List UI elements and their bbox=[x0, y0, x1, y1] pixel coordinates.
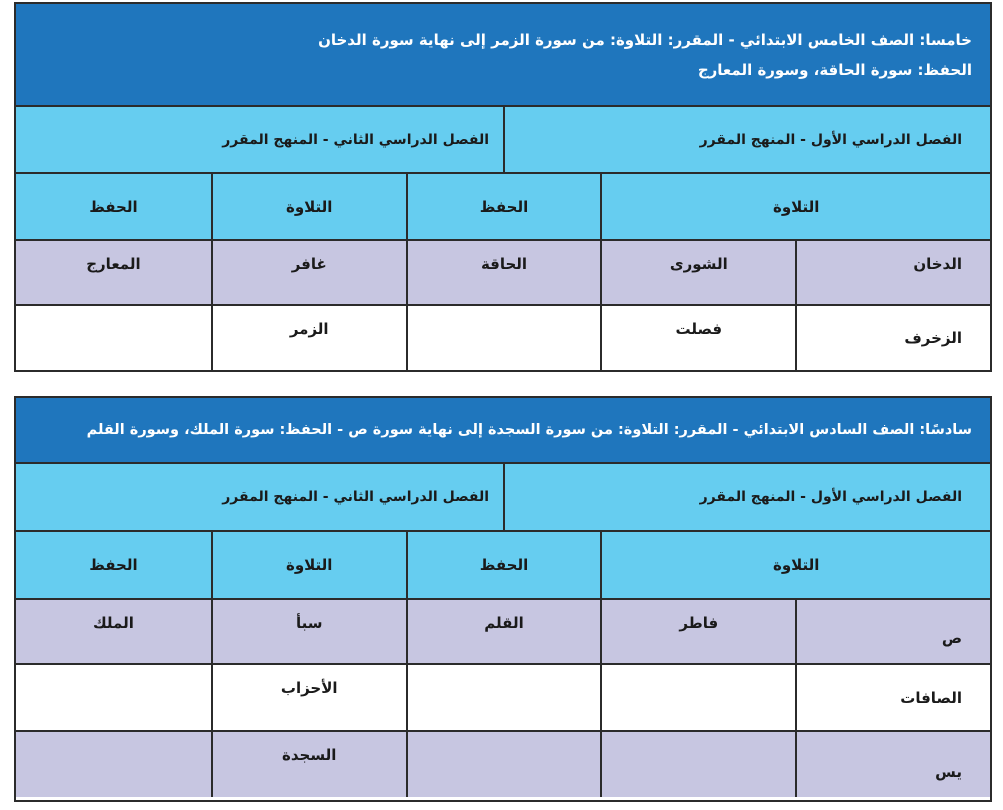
surah-cell bbox=[600, 732, 795, 797]
surah-cell: الزمر bbox=[211, 306, 406, 370]
grade5-title-line2: الحفظ: سورة الحاقة، وسورة المعارج bbox=[697, 60, 972, 79]
surah-cell: المعارج bbox=[86, 255, 141, 273]
surah-cell: القلم bbox=[406, 600, 601, 663]
table-row bbox=[16, 665, 990, 732]
surah-cell: الملك bbox=[92, 614, 134, 632]
grade6-category-row bbox=[16, 532, 990, 600]
surah-cell: الشورى bbox=[600, 241, 795, 304]
surah-cell bbox=[406, 306, 601, 370]
grade5-category-row bbox=[16, 174, 990, 241]
grade6-tilawa-header-2: التلاوة bbox=[211, 532, 406, 598]
grade5-tilawa-header-1: التلاوة bbox=[600, 174, 990, 239]
grade5-hifz-header-1: الحفظ bbox=[406, 174, 601, 239]
surah-cell: الزخرف bbox=[795, 306, 990, 370]
grade6-tilawa-header-1: التلاوة bbox=[600, 532, 990, 598]
grade6-semester2-header: الفصل الدراسي الثاني - المنهج المقرر bbox=[222, 489, 489, 505]
grade6-hifz-header-2: الحفظ bbox=[89, 556, 138, 574]
grade6-title-line: سادسًا: الصف السادس الابتدائي - المقرر: التلاوة: من سورة السجدة إلى نهاية سورة ص - الحفظ: سورة الملك، وسورة القلم bbox=[86, 422, 972, 438]
grade5-semester1-header: الفصل الدراسي الأول - المنهج المقرر bbox=[503, 107, 990, 172]
grade5-semester2-header: الفصل الدراسي الثاني - المنهج المقرر bbox=[222, 131, 489, 148]
surah-cell: يس bbox=[795, 732, 990, 797]
grade5-title-line1: خامسا: الصف الخامس الابتدائي - المقرر: التلاوة: من سورة الزمر إلى نهاية سورة الدخان bbox=[318, 30, 972, 49]
surah-cell bbox=[406, 732, 601, 797]
surah-cell: ص bbox=[795, 600, 990, 663]
grade5-hifz-header-2: الحفظ bbox=[89, 197, 138, 216]
surah-cell: غافر bbox=[211, 241, 406, 304]
grade5-semester-row bbox=[16, 107, 990, 174]
table-row bbox=[16, 732, 990, 797]
surah-cell: الدخان bbox=[795, 241, 990, 304]
surah-cell: الصافات bbox=[795, 665, 990, 730]
surah-cell: فصلت bbox=[600, 306, 795, 370]
grade5-table bbox=[14, 2, 992, 372]
table-row bbox=[16, 600, 990, 665]
surah-cell: الأحزاب bbox=[211, 665, 406, 730]
grade6-hifz-header-1: الحفظ bbox=[406, 532, 601, 598]
surah-cell bbox=[16, 732, 211, 797]
grade6-title bbox=[16, 398, 990, 464]
surah-cell bbox=[16, 306, 211, 370]
surah-cell: سبأ bbox=[211, 600, 406, 663]
grade5-tilawa-header-2: التلاوة bbox=[211, 174, 406, 239]
grade6-semester1-header: الفصل الدراسي الأول - المنهج المقرر bbox=[503, 464, 990, 530]
surah-cell: السجدة bbox=[211, 732, 406, 797]
surah-cell: الحاقة bbox=[406, 241, 601, 304]
grade5-title bbox=[16, 4, 990, 107]
table-row bbox=[16, 306, 990, 370]
surah-cell bbox=[600, 665, 795, 730]
surah-cell: فاطر bbox=[600, 600, 795, 663]
surah-cell bbox=[406, 665, 601, 730]
grade6-semester-row bbox=[16, 464, 990, 532]
surah-cell bbox=[16, 665, 211, 730]
table-row bbox=[16, 241, 990, 306]
grade6-table bbox=[14, 396, 992, 802]
